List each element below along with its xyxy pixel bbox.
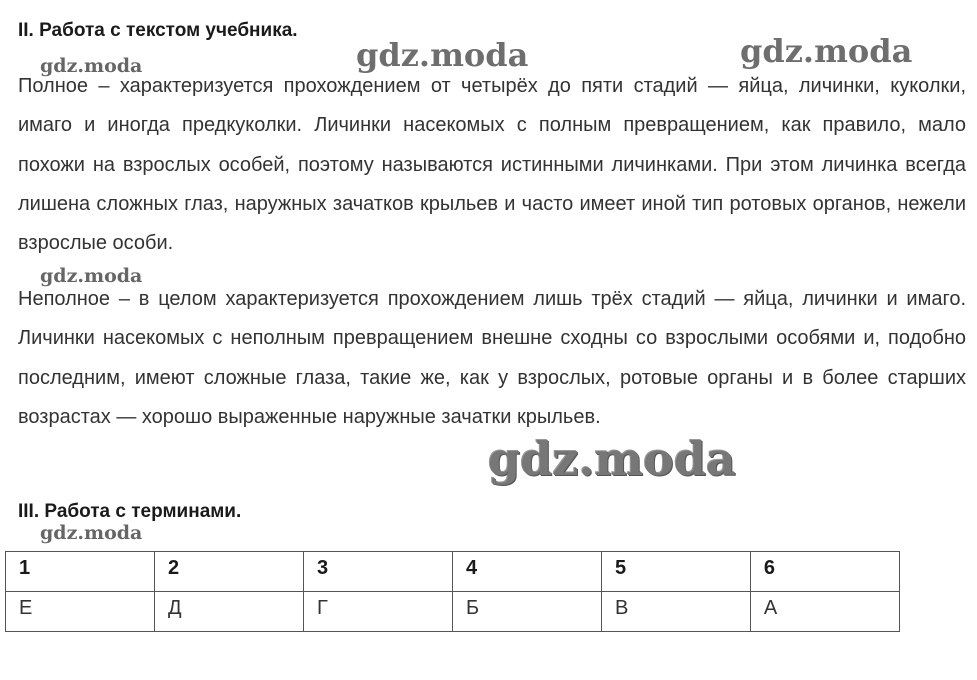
table-header-row <box>6 552 900 592</box>
table-cell: Г <box>303 592 452 632</box>
table-cell: В <box>601 592 750 632</box>
table-row <box>6 592 900 632</box>
terms-table <box>5 551 900 632</box>
watermark-logo: gdz.moda <box>40 265 143 287</box>
watermark-logo: gdz.moda <box>356 36 529 74</box>
section-2-heading: II. Работа с текстом учебника. <box>18 20 298 41</box>
watermark-logo: gdz.moda <box>40 55 143 77</box>
table-cell: Д <box>154 592 303 632</box>
table-header-cell: 2 <box>154 552 303 592</box>
section-3-heading: III. Работа с терминами. <box>18 501 242 522</box>
watermark-logo: gdz.moda <box>740 32 913 70</box>
table-cell: Е <box>6 592 155 632</box>
table-cell: Б <box>452 592 601 632</box>
table-cell: А <box>750 592 899 632</box>
paragraph-incomplete-metamorphosis: Неполное – в целом характеризуется прохождением лишь трёх стадий — яйца, личинки и имаго. Личинки насекомых с неполным превращением внешне сходны со взрослыми особями и, подобно последним, имеют сложные глаза, такие же, как у взрослых, ротовые органы и в более старших возрастах — хорошо выраженные наружные зачатки крыльев. <box>18 288 966 428</box>
table-header-cell: 3 <box>303 552 452 592</box>
table-header-cell: 1 <box>6 552 155 592</box>
table-header-cell: 5 <box>601 552 750 592</box>
paragraph-complete-metamorphosis: Полное – характеризуется прохождением от четырёх до пяти стадий — яйца, личинки, куколки, имаго и иногда предкуколки. Личинки насекомых с полным превращением, как правило, мало похожи на взрослых особей, поэтому называются истинными личинками. При этом личинка всегда лишена сложных глаз, наружных зачатков крыльев и часто имеет иной тип ротовых органов, нежели взрослые особи. <box>18 75 966 255</box>
table-header-cell: 6 <box>750 552 899 592</box>
watermark-logo: gdz.moda <box>40 522 143 544</box>
watermark-logo: gdz.moda <box>488 432 736 486</box>
table-header-cell: 4 <box>452 552 601 592</box>
